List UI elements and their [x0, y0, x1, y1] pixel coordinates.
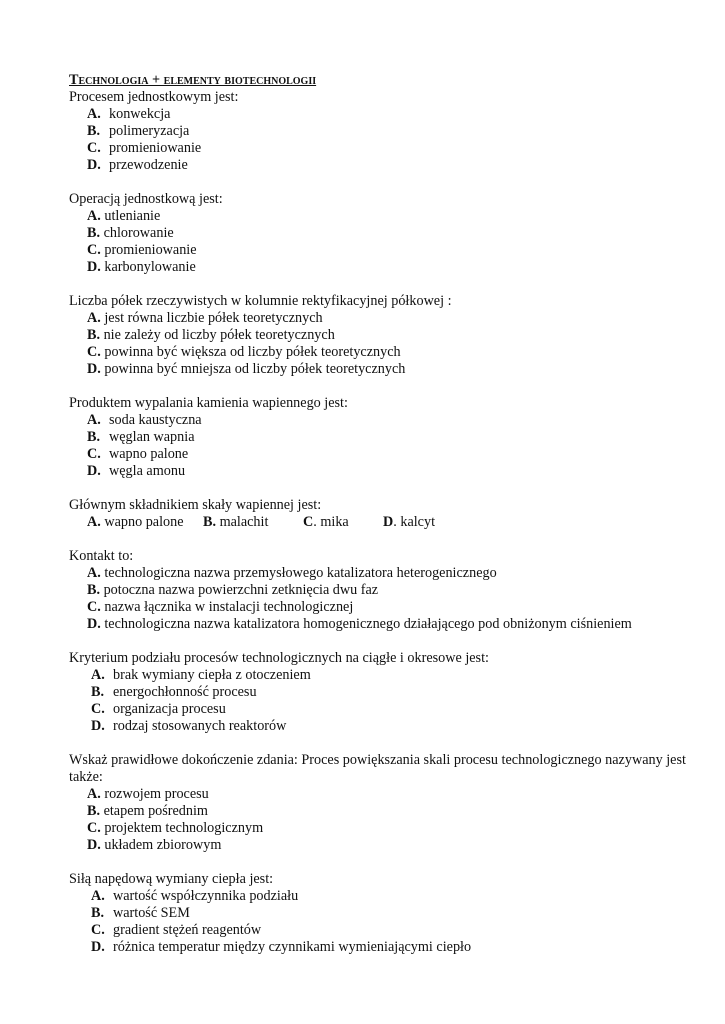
option-letter: D.: [87, 837, 101, 853]
options-list: [69, 412, 709, 480]
option-text: utlenianie: [104, 208, 161, 224]
option-letter: C.: [87, 820, 101, 836]
option-letter: A.: [87, 106, 101, 122]
option-text: węglan wapnia: [109, 429, 195, 445]
option-text: technologiczna nazwa przemysłowego katalizatora heterogenicznego: [104, 565, 497, 581]
option-d: [87, 259, 709, 276]
option-a: [91, 888, 709, 905]
question-3: [69, 293, 709, 378]
option-text: promieniowanie: [109, 140, 202, 156]
option-letter: A.: [87, 786, 101, 802]
option-letter: D.: [87, 463, 101, 479]
option-letter: C.: [87, 599, 101, 615]
option-letter: C: [303, 514, 314, 530]
option-letter: C.: [87, 242, 101, 258]
option-b: [87, 123, 709, 140]
option-b: [91, 905, 709, 922]
option-text: etapem pośrednim: [103, 803, 208, 819]
option-letter: D.: [91, 939, 105, 955]
option-letter: D.: [91, 718, 105, 734]
option-letter: D.: [87, 361, 101, 377]
option-d: [87, 157, 709, 174]
option-text: energochłonność procesu: [113, 684, 257, 700]
page-title: Technologia + elementy biotechnologii: [69, 72, 317, 88]
option-text: konwekcja: [109, 106, 171, 122]
option-letter: A.: [91, 667, 105, 683]
option-d: [87, 616, 709, 633]
option-letter: C.: [91, 701, 105, 717]
document-content: [69, 72, 709, 973]
option-text: . mika: [313, 514, 349, 530]
option-text: różnica temperatur między czynnikami wymieniającymi ciepło: [113, 939, 472, 955]
option-letter: A.: [87, 208, 101, 224]
question-4: [69, 395, 709, 480]
option-text: nazwa łącznika w instalacji technologicznej: [104, 599, 354, 615]
options-list: [69, 310, 709, 378]
option-text: wartość współczynnika podziału: [113, 888, 299, 904]
option-text: układem zbiorowym: [104, 837, 222, 853]
question-8: [69, 752, 709, 854]
option-text: malachit: [219, 514, 269, 530]
option-letter: D.: [87, 157, 101, 173]
option-text: wartość SEM: [113, 905, 190, 921]
option-letter: A.: [87, 565, 101, 581]
option-letter: D.: [87, 259, 101, 275]
question-9: [69, 871, 709, 956]
question-text: Liczba półek rzeczywistych w kolumnie rektyfikacyjnej półkowej :: [69, 293, 452, 309]
question-text: Kontakt to:: [69, 548, 134, 564]
option-text: jest równa liczbie półek teoretycznych: [104, 310, 323, 326]
option-text: potoczna nazwa powierzchni zetknięcia dwu faz: [103, 582, 379, 598]
options-list: [69, 786, 709, 854]
option-d: [383, 514, 435, 531]
question-7: [69, 650, 709, 735]
options-list: [69, 565, 709, 633]
question-text: Produktem wypalania kamienia wapiennego jest:: [69, 395, 348, 411]
question-text: Siłą napędową wymiany ciepła jest:: [69, 871, 274, 887]
option-b: [91, 684, 709, 701]
option-text: polimeryzacja: [109, 123, 190, 139]
option-a: [87, 565, 709, 582]
option-letter: B.: [87, 803, 101, 819]
option-b: [87, 803, 709, 820]
option-d: [87, 361, 709, 378]
option-a: [87, 106, 709, 123]
option-letter: C.: [91, 922, 105, 938]
option-a: [91, 667, 709, 684]
option-a: [87, 514, 203, 531]
options-list: [69, 208, 709, 276]
options-inline-row: [69, 514, 709, 531]
option-b: [87, 582, 709, 599]
option-letter: C.: [87, 140, 101, 156]
options-list: [69, 888, 709, 956]
option-text: brak wymiany ciepła z otoczeniem: [113, 667, 311, 683]
option-d: [91, 939, 709, 956]
question-1: [69, 89, 709, 174]
option-letter: C.: [87, 344, 101, 360]
option-letter: B.: [91, 905, 105, 921]
option-b: [203, 514, 303, 531]
option-d: [87, 463, 709, 480]
option-text: gradient stężeń reagentów: [113, 922, 262, 938]
option-d: [87, 837, 709, 854]
option-a: [87, 786, 709, 803]
option-c: [91, 701, 709, 718]
option-text: promieniowanie: [104, 242, 197, 258]
option-text: karbonylowanie: [104, 259, 196, 275]
option-letter: C.: [87, 446, 101, 462]
option-letter: A.: [91, 888, 105, 904]
option-a: [87, 208, 709, 225]
option-letter: A.: [87, 310, 101, 326]
option-letter: B.: [91, 684, 105, 700]
option-d: [91, 718, 709, 735]
option-text: wapno palone: [104, 514, 184, 530]
question-text: Procesem jednostkowym jest:: [69, 89, 239, 105]
option-letter: B.: [87, 225, 101, 241]
question-text: Wskaż prawidłowe dokończenie zdania: Proces powiększania skali procesu technologicznego nazywany jest także:: [69, 752, 686, 785]
option-letter: B.: [87, 123, 101, 139]
option-text: wapno palone: [109, 446, 189, 462]
option-text: soda kaustyczna: [109, 412, 202, 428]
option-letter: B.: [87, 327, 101, 343]
option-c: [91, 922, 709, 939]
option-c: [87, 820, 709, 837]
option-text: węgla amonu: [109, 463, 186, 479]
question-2: [69, 191, 709, 276]
option-c: [87, 140, 709, 157]
option-text: projektem technologicznym: [104, 820, 264, 836]
option-letter: D: [383, 514, 394, 530]
option-a: [87, 310, 709, 327]
option-text: . kalcyt: [393, 514, 436, 530]
option-text: technologiczna nazwa katalizatora homogenicznego działającego pod obniżonym ciśnieniem: [104, 616, 632, 632]
option-c: [87, 446, 709, 463]
option-text: powinna być większa od liczby półek teoretycznych: [104, 344, 401, 360]
option-letter: B.: [87, 429, 101, 445]
option-text: przewodzenie: [109, 157, 188, 173]
option-letter: D.: [87, 616, 101, 632]
option-c: [87, 344, 709, 361]
option-b: [87, 327, 709, 344]
question-5: [69, 497, 709, 531]
option-b: [87, 429, 709, 446]
question-text: Kryterium podziału procesów technologicznych na ciągłe i okresowe jest:: [69, 650, 489, 666]
options-list: [69, 667, 709, 735]
question-6: [69, 548, 709, 633]
question-text: Głównym składnikiem skały wapiennej jest:: [69, 497, 322, 513]
option-text: organizacja procesu: [113, 701, 226, 717]
option-c: [87, 242, 709, 259]
option-a: [87, 412, 709, 429]
option-text: nie zależy od liczby półek teoretycznych: [103, 327, 335, 343]
option-text: rodzaj stosowanych reaktorów: [113, 718, 287, 734]
question-text: Operacją jednostkową jest:: [69, 191, 223, 207]
option-letter: A.: [87, 514, 101, 530]
option-text: powinna być mniejsza od liczby półek teoretycznych: [104, 361, 406, 377]
option-letter: B.: [203, 514, 217, 530]
option-letter: B.: [87, 582, 101, 598]
option-c: [303, 514, 383, 531]
option-letter: A.: [87, 412, 101, 428]
option-text: rozwojem procesu: [104, 786, 209, 802]
option-text: chlorowanie: [103, 225, 174, 241]
option-c: [87, 599, 709, 616]
option-b: [87, 225, 709, 242]
options-list: [69, 106, 709, 174]
